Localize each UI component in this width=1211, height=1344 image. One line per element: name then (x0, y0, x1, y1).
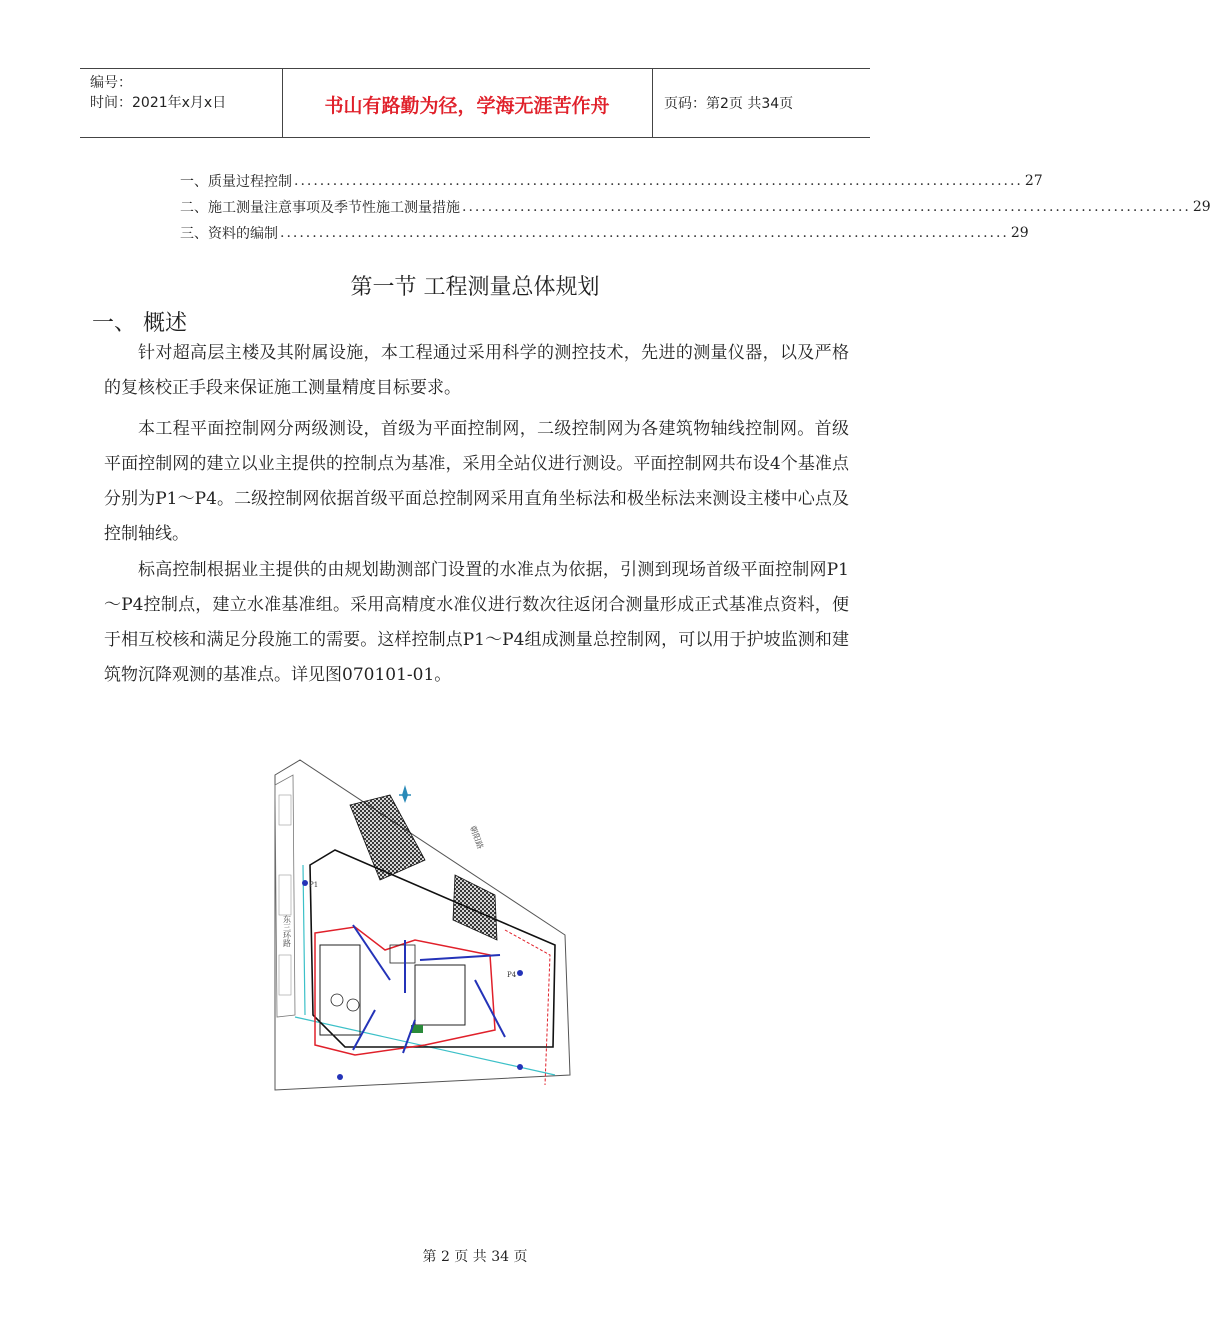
toc-row[interactable] (180, 168, 1043, 194)
toc-page: 29 (1010, 225, 1029, 241)
point-label-p1: P1 (309, 881, 319, 889)
road-label-chaoyang: 朝阳路 (468, 824, 485, 851)
cyan-edge (295, 865, 555, 1075)
site-plan-figure (265, 755, 585, 1100)
toc-page: 29 (1192, 199, 1211, 215)
toc-number: 一、 (180, 174, 208, 190)
paragraph: 针对超高层主楼及其附属设施，本工程通过采用科学的测控技术，先进的测量仪器，以及严格的复核校正手段来保证施工测量精度目标要求。 (104, 343, 849, 398)
building-outline (310, 850, 555, 1047)
header-number: 编号： (90, 75, 132, 91)
header-meta (90, 73, 226, 113)
blue-axis-line (420, 955, 500, 960)
toc-page: 27 (1024, 173, 1043, 189)
paragraph: 标高控制根据业主提供的由规划勘测部门设置的水准点为依据，引测到现场首级平面控制网P1～P4控制点，建立水准基准组。采用高精度水准仪进行数次往返闭合测量形成正式基准点资料，便于相互校核和满足分段施工的需要。这样控制点P1～P4组成测量总控制网，可以用于护坡监测和建筑物沉降观测的基准点。详见图070101-01。 (104, 560, 849, 685)
toc-row[interactable] (180, 220, 1029, 246)
header-divider (652, 69, 653, 137)
section-title: 第一节 工程测量总体规划 (350, 275, 600, 300)
blue-axis-line (353, 925, 390, 980)
hatched-area (453, 875, 497, 940)
toc-row[interactable] (180, 194, 1211, 220)
toc-title: 质量过程控制 (208, 174, 292, 190)
page-footer: 第 2 页 共 34 页 (422, 1249, 528, 1265)
header-motto: 书山有路勤为径，学海无涯苦作舟 (324, 95, 610, 117)
toc-number: 二、 (180, 200, 208, 216)
red-dashed (505, 930, 550, 1085)
toc-title: 施工测量注意事项及季节性施工测量措施 (208, 200, 460, 216)
toc-leader: ................................................................................................................. (462, 199, 1191, 215)
paragraph: 本工程平面控制网分两级测设，首级为平面控制网，二级控制网为各建筑物轴线控制网。首级平面控制网的建立以业主提供的控制点为基准，采用全站仪进行测设。平面控制网共布设4个基准点分别为P1～P4。二级控制网依据首级平面总控制网采用直角坐标法和极坐标法来测设主楼中心点及控制轴线。 (104, 419, 849, 544)
blue-axis-line (353, 1010, 375, 1050)
toc-title: 资料的编制 (208, 226, 278, 242)
blue-axis-line (403, 1020, 415, 1053)
north-arrow-icon (402, 785, 408, 803)
header-page: 页码：第2页 共34页 (664, 96, 794, 112)
control-point (517, 1064, 523, 1070)
page-header (80, 68, 870, 138)
left-buildings (275, 775, 295, 1017)
control-point (302, 880, 308, 886)
hatched-area (350, 795, 425, 880)
heading-overview: 一、 概述 (92, 311, 187, 336)
road-label-east: 东三环路 (282, 915, 292, 947)
header-time: 时间：2021年x月x日 (90, 95, 227, 111)
table-of-contents (180, 168, 1211, 246)
toc-number: 三、 (180, 226, 208, 242)
toc-leader: ................................................................................................................. (280, 225, 1009, 241)
blue-axis-line (475, 980, 505, 1037)
toc-leader: ................................................................................................................. (294, 173, 1023, 189)
control-point (337, 1074, 343, 1080)
control-point (517, 970, 523, 976)
site-boundary (275, 760, 570, 1090)
point-label-p4: P4 (507, 971, 517, 979)
